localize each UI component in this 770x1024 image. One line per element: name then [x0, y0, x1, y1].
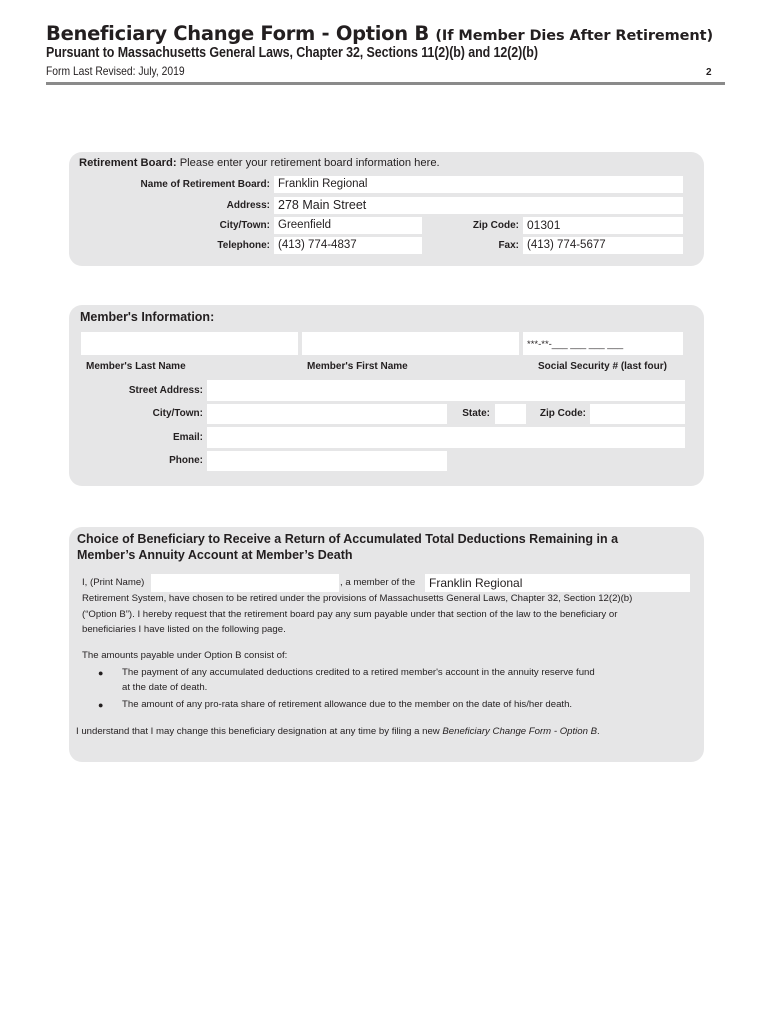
- member-city-field[interactable]: [207, 404, 447, 424]
- form-title: [46, 22, 713, 45]
- board-intro-label: Retirement Board:: [79, 157, 177, 169]
- closing-statement: [76, 724, 600, 740]
- phone-label: Phone:: [169, 455, 203, 466]
- board-fax-field[interactable]: (413) 774-5677: [523, 237, 683, 254]
- retirement-board-panel: [69, 152, 704, 266]
- member-city-label: City/Town:: [152, 408, 203, 419]
- board-zip-field[interactable]: 01301: [523, 217, 683, 234]
- bullet-icon: ●: [98, 668, 104, 678]
- first-name-label: Member's First Name: [307, 361, 408, 372]
- board-phone-label: Telephone:: [217, 240, 270, 251]
- member-zip-field[interactable]: [590, 404, 685, 424]
- retirement-system-field[interactable]: Franklin Regional: [425, 574, 690, 592]
- member-zip-label: Zip Code:: [539, 408, 586, 419]
- paragraph-line1: Retirement System, have chosen to be retired under the provisions of Massachusetts General Laws, Chapter 32, Section 12(2)(b): [82, 593, 633, 604]
- form-title-qualifier: (If Member Dies After Retirement): [435, 28, 713, 44]
- board-phone-field[interactable]: (413) 774-4837: [274, 237, 422, 254]
- state-label: State:: [462, 408, 490, 419]
- member-info-panel: [69, 305, 704, 486]
- beneficiary-choice-panel: [69, 527, 704, 762]
- amounts-intro: The amounts payable under Option B consist of:: [82, 650, 288, 661]
- board-zip-label: Zip Code:: [472, 220, 519, 231]
- paragraph-line2: (“Option B”). I hereby request that the retirement board pay any sum payable under that section of the law to the beneficiary or: [82, 609, 618, 620]
- board-address-label: Address:: [226, 200, 270, 211]
- revision-date: Form Last Revised: July, 2019: [46, 64, 185, 78]
- board-address-field[interactable]: 278 Main Street: [274, 197, 683, 214]
- board-city-field[interactable]: Greenfield: [274, 217, 422, 234]
- header-divider: [46, 82, 725, 85]
- board-intro: [79, 157, 440, 169]
- print-name-label: I, (Print Name): [82, 577, 145, 588]
- form-title-main: Beneficiary Change Form - Option B: [46, 22, 429, 45]
- choice-heading-line1: Choice of Beneficiary to Receive a Return of Accumulated Total Deductions Remaining in a: [77, 532, 619, 546]
- board-name-field[interactable]: Franklin Regional: [274, 176, 683, 193]
- member-of-text: , a member of the: [340, 577, 416, 588]
- state-field[interactable]: [495, 404, 526, 424]
- board-name-label: Name of Retirement Board:: [140, 179, 270, 190]
- bullet-icon: ●: [98, 700, 104, 710]
- email-label: Email:: [172, 432, 203, 443]
- page-number: 2: [706, 67, 712, 78]
- bullet1-line2: at the date of death.: [122, 682, 208, 693]
- member-info-heading: Member's Information:: [80, 310, 215, 324]
- last-name-label: Member's Last Name: [86, 361, 186, 372]
- board-fax-label: Fax:: [498, 240, 519, 251]
- print-name-field[interactable]: [151, 574, 339, 592]
- choice-heading-line2: Member’s Annuity Account at Member’s Death: [77, 548, 353, 562]
- street-address-field[interactable]: [207, 380, 685, 401]
- ssn-label: Social Security # (last four): [538, 361, 667, 372]
- paragraph-line3: beneficiaries I have listed on the following page.: [82, 624, 286, 635]
- phone-field[interactable]: [207, 451, 447, 471]
- ssn-field[interactable]: ***-**-___ ___ ___ ___: [523, 332, 683, 355]
- member-last-name-field[interactable]: [81, 332, 298, 355]
- board-intro-text: Please enter your retirement board information here.: [179, 157, 440, 169]
- member-first-name-field[interactable]: [302, 332, 519, 355]
- bullet1-line1: The payment of any accumulated deductions credited to a retired member's account in the annuity reserve fund: [122, 667, 595, 678]
- closing-form-name: Beneficiary Change Form - Option B: [442, 726, 598, 737]
- street-address-label: Street Address:: [128, 385, 203, 396]
- email-field[interactable]: [207, 427, 685, 448]
- board-city-label: City/Town:: [219, 220, 270, 231]
- bullet2-text: The amount of any pro-rata share of retirement allowance due to the member on the date of his/her death.: [122, 699, 573, 710]
- form-subtitle: Pursuant to Massachusetts General Laws, Chapter 32, Sections 11(2)(b) and 12(2)(b): [46, 45, 538, 61]
- closing-end: .: [597, 726, 600, 737]
- closing-text: I understand that I may change this beneficiary designation at any time by filing a new: [76, 726, 443, 737]
